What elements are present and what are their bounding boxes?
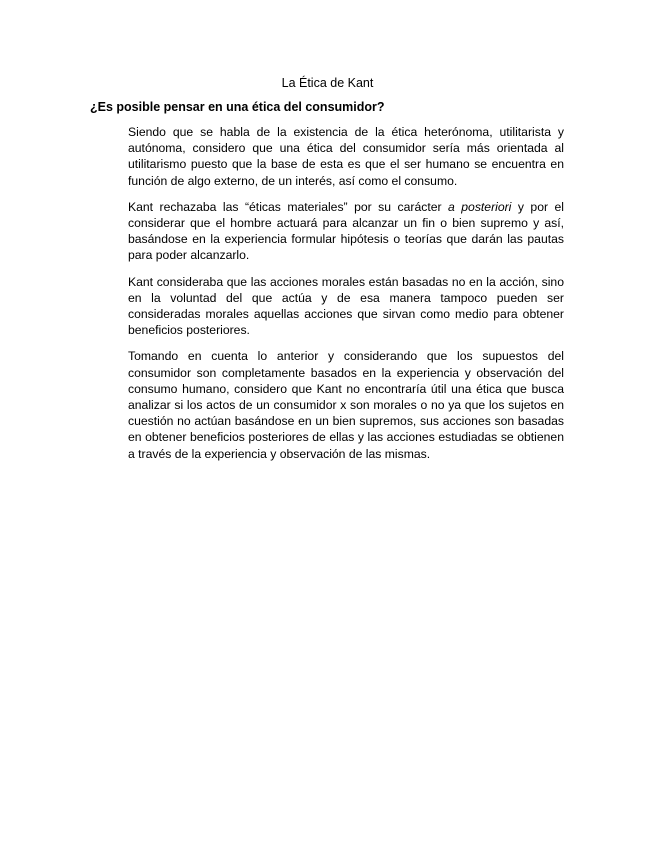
document-title: La Ética de Kant [281,76,374,90]
paragraph-4: Tomando en cuenta lo anterior y considerando que los supuestos del consumidor son completamente basados en la experiencia y observación del consumo humano, considero que Kant no encontraría útil una ética que busca analizar si los actos de un consumidor x son morales o no ya que los sujetos en cuestión no actúan basándose en un bien supremos, sus acciones son basadas en obtener beneficios posteriores de ellas y las acciones estudiadas se obtienen a través de la experiencia y observación de las mismas. [128,349,564,461]
paragraph-2-italic-term: a posteriori [448,199,512,214]
paragraph-2-start: Kant rechazaba las “éticas materiales” por su carácter [128,199,449,214]
document-body [128,124,564,472]
paragraph-3: Kant consideraba que las acciones morales están basadas no en la acción, sino en la voluntad del que actúa y de esa manera tampoco pueden ser consideradas morales aquellas acciones que sirvan como medio para obtener beneficios posteriores. [128,274,564,338]
paragraph-2 [128,199,564,264]
paragraph-1: Siendo que se habla de la existencia de la ética heterónoma, utilitarista y autónoma, considero que una ética del consumidor sería más orientada al utilitarismo puesto que la base de esta es que el ser humano se encuentra en función de algo externo, de un interés, así como el consumo. [128,125,564,188]
paragraph-2-end: y por el considerar que el hombre actuará para alcanzar un fin o bien supremo y así, basándose en la experiencia formular hipótesis o teorías que darán las pautas para poder alcanzarlo. [128,199,564,263]
question-heading: ¿Es posible pensar en una ética del consumidor? [90,100,385,114]
